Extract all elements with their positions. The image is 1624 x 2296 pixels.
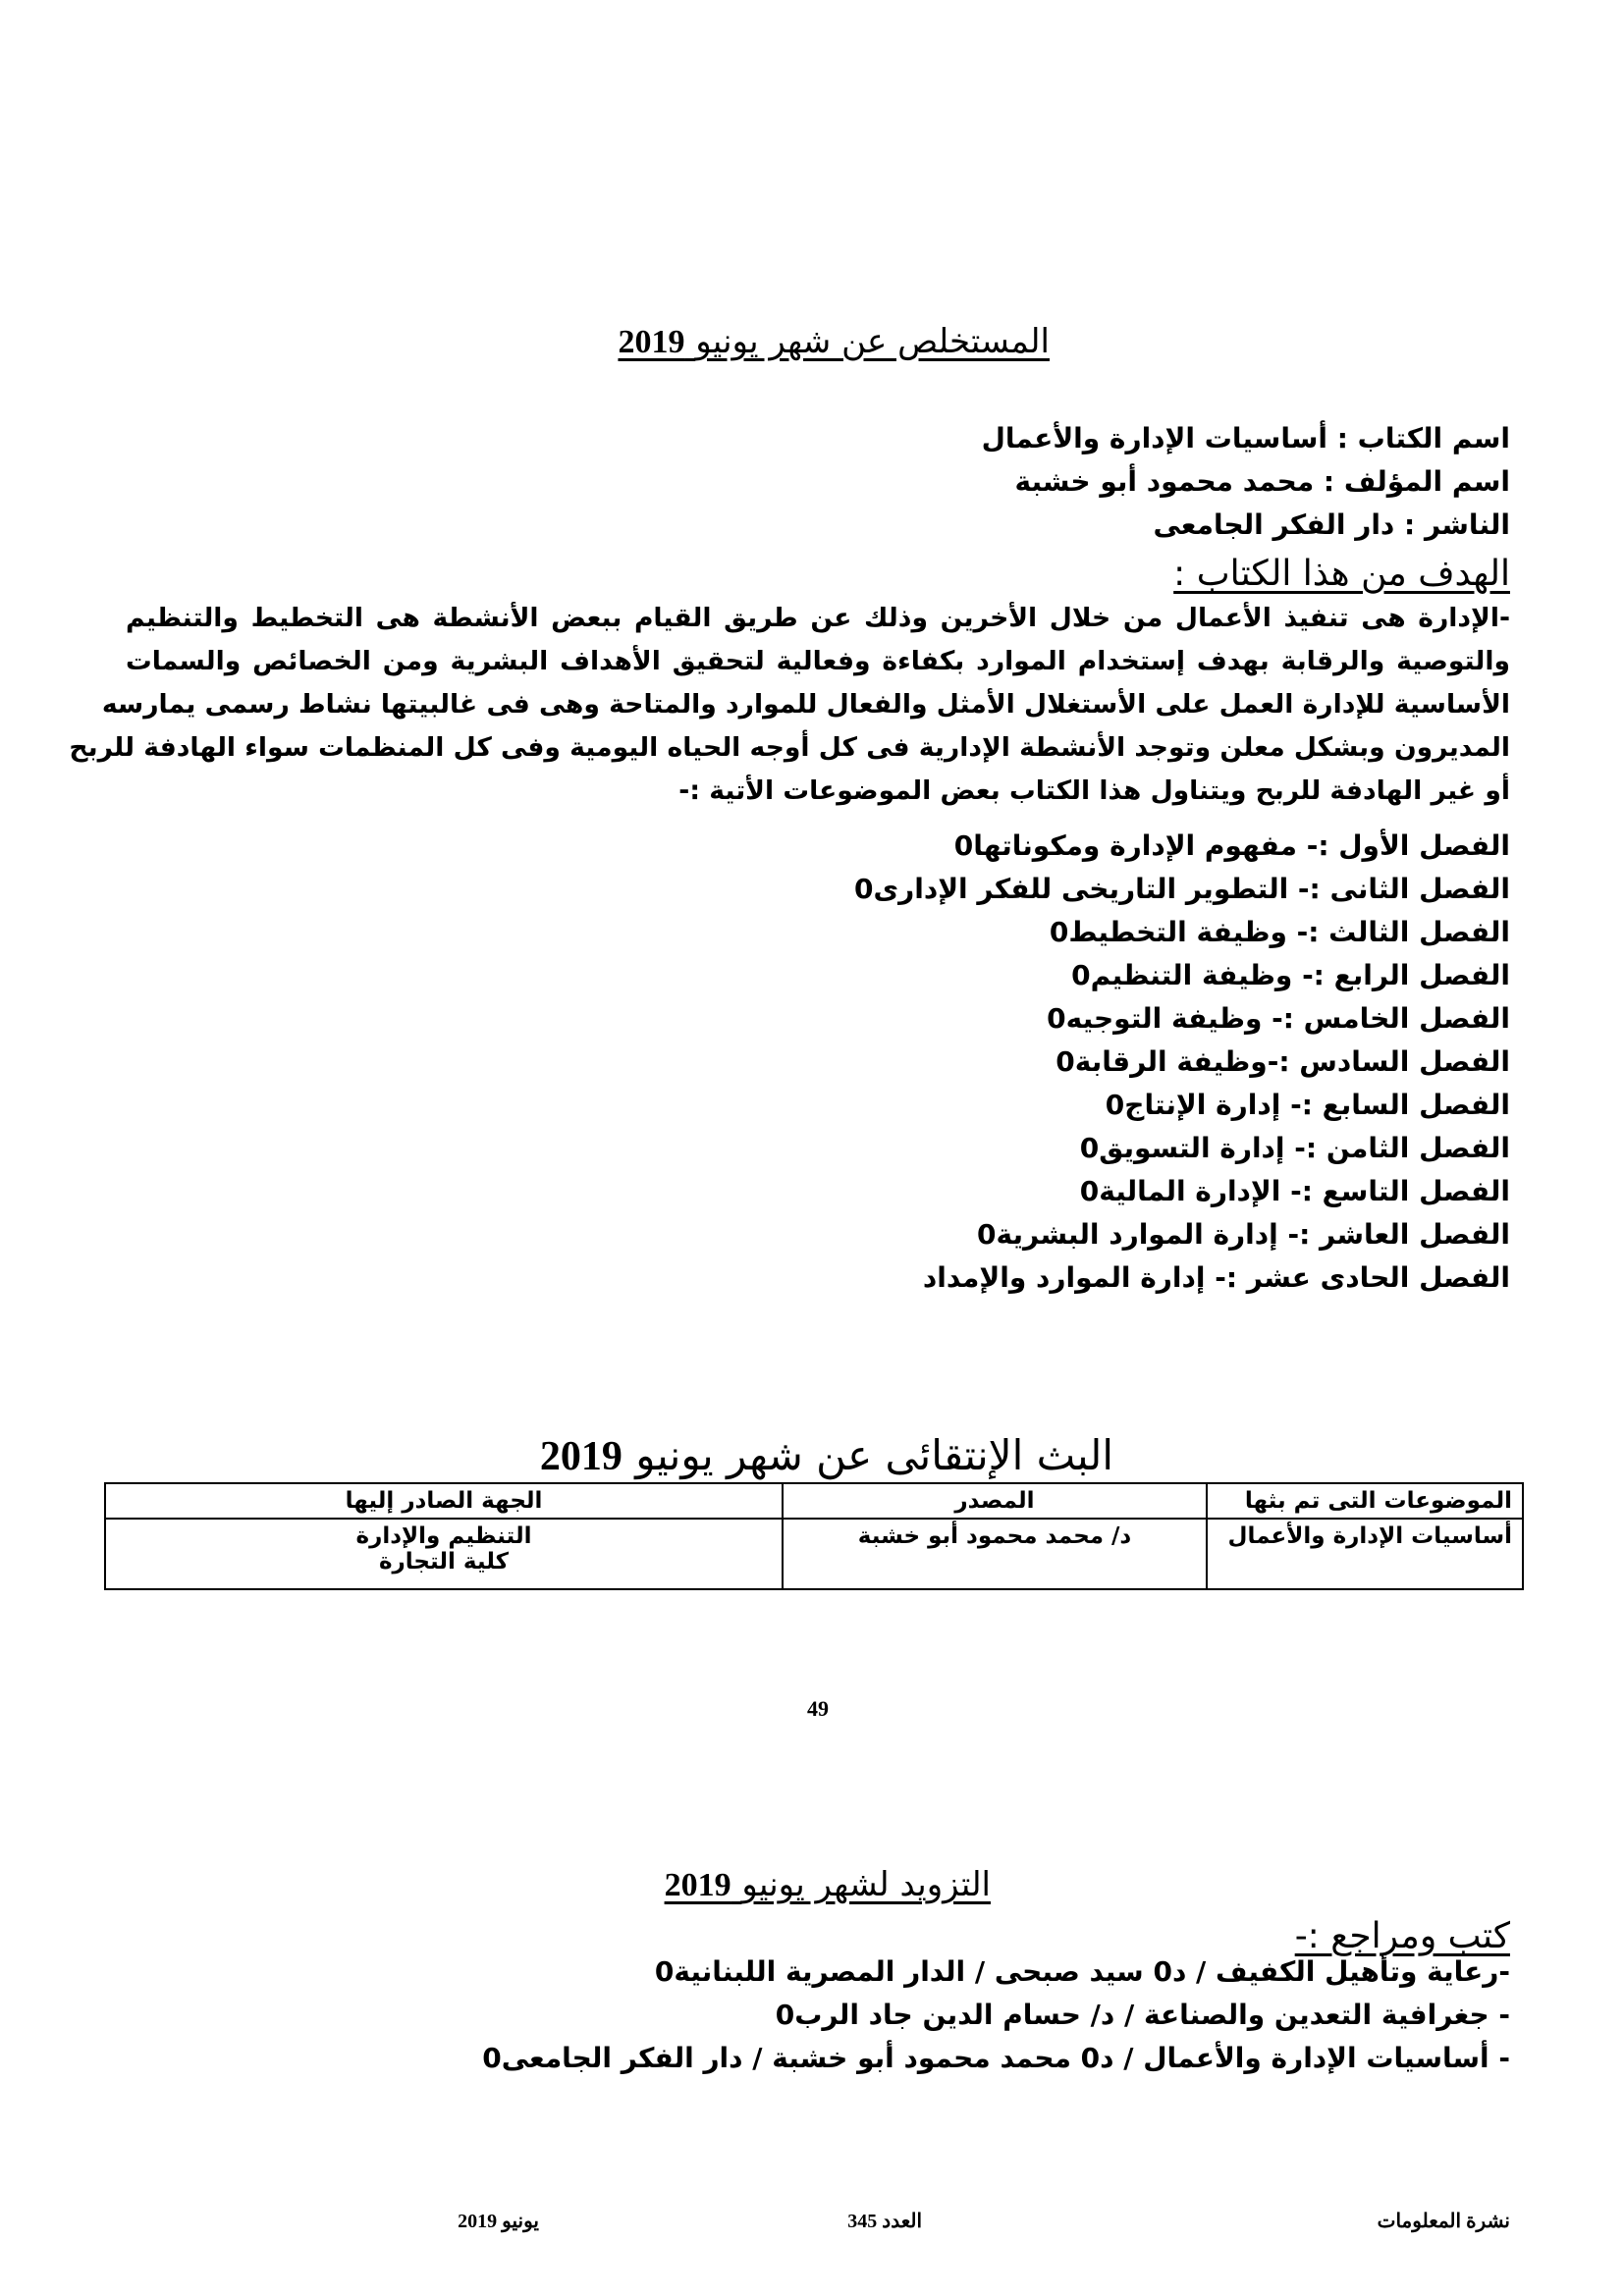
cell-topic: أساسيات الإدارة والأعمال <box>1207 1519 1523 1589</box>
paragraph-line: أو غير الهادفة للربح ويتناول هذا الكتاب بعض الموضوعات الأتية :- <box>678 775 1510 806</box>
destination-line: كلية التجارة <box>378 1549 510 1575</box>
broadcast-title <box>540 1431 1113 1480</box>
supply-title <box>665 1865 991 1904</box>
chapter-item: الفصل العاشر :- إدارة الموارد البشرية0 <box>977 1218 1510 1251</box>
footer-bulletin: نشرة المعلومات <box>1377 2211 1510 2232</box>
goal-heading: الهدف من هذا الكتاب : <box>1173 554 1510 594</box>
footer-issue: العدد 345 <box>847 2211 922 2232</box>
broadcast-table <box>104 1482 1524 1590</box>
supply-item: - جغرافية التعدين والصناعة / د/ حسام الدين جاد الرب0 <box>775 1999 1510 2031</box>
broadcast-title-text: البث الإنتقائى عن شهر يونيو <box>635 1431 1113 1479</box>
book-publisher: الناشر : دار الفكر الجامعى <box>1153 508 1510 541</box>
chapter-item: الفصل التاسع :- الإدارة المالية0 <box>1079 1175 1510 1207</box>
chapter-item: الفصل الثانى :- التطوير التاريخى للفكر الإدارى0 <box>853 873 1510 905</box>
chapter-list <box>854 825 1510 1300</box>
chapter-item: الفصل الثامن :- إدارة التسويق0 <box>1079 1132 1510 1164</box>
chapter-item: الفصل الرابع :- وظيفة التنظيم0 <box>1071 959 1510 991</box>
books-heading: كتب ومراجع :- <box>1294 1916 1510 1956</box>
paragraph-line: المديرون وبشكل معلن وتوجد الأنشطة الإدارية فى كل أوجه الحياه اليومية وفى كل المنظمات سواء الهادفة للربح <box>69 732 1510 763</box>
chapter-item: الفصل الحادى عشر :- إدارة الموارد والإمداد <box>922 1261 1510 1294</box>
paragraph-line: -الإدارة هى تنفيذ الأعمال من خلال الأخرين وذلك عن طريق القيام ببعض الأنشطة هى التخطيط والتنظيم <box>126 603 1510 633</box>
table-row <box>105 1519 1523 1589</box>
paragraph-line: والتوصية والرقابة بهدف إستخدام الموارد بكفاءة وفعالية لتحقيق الأهداف البشرية ومن الخصائص والسمات <box>126 646 1510 676</box>
abstract-title-text: المستخلص عن شهر يونيو <box>695 322 1050 361</box>
chapter-item: الفصل السابع :- إدارة الإنتاج0 <box>1105 1089 1510 1121</box>
header-destination: الجهة الصادر إليها <box>105 1483 783 1519</box>
destination-line: التنظيم والإدارة <box>355 1523 532 1549</box>
abstract-title-year: 2019 <box>618 324 685 360</box>
cell-destination <box>105 1519 783 1589</box>
table-header-row <box>105 1483 1523 1519</box>
abstract-title <box>618 322 1050 361</box>
broadcast-title-year: 2019 <box>539 1434 623 1479</box>
book-name: اسم الكتاب : أساسيات الإدارة والأعمال <box>981 422 1510 454</box>
supply-title-text: التزويد لشهر يونيو <box>741 1865 991 1904</box>
chapter-item: الفصل الثالث :- وظيفة التخطيط0 <box>1049 916 1510 948</box>
footer-date: يونيو 2019 <box>458 2211 539 2232</box>
paragraph-line: الأساسية للإدارة العمل على الأستغلال الأمثل والفعال للموارد والمتاحة وهى فى غالبيتها نشاط رسمى يمارسه <box>101 689 1510 720</box>
supply-title-year: 2019 <box>664 1867 731 1903</box>
chapter-item: الفصل الأول :- مفهوم الإدارة ومكوناتها0 <box>953 829 1510 862</box>
book-author: اسم المؤلف : محمد محمود أبو خشبة <box>1014 465 1510 498</box>
supply-item: - أساسيات الإدارة والأعمال / د0 محمد محمود أبو خشبة / دار الفكر الجامعى0 <box>482 2042 1510 2074</box>
goal-paragraph <box>69 597 1510 813</box>
chapter-item: الفصل السادس :-وظيفة الرقابة0 <box>1056 1045 1510 1078</box>
header-source: المصدر <box>783 1483 1207 1519</box>
cell-source: د/ محمد محمود أبو خشبة <box>783 1519 1207 1589</box>
header-topics: الموضوعات التى تم بثها <box>1207 1483 1523 1519</box>
chapter-item: الفصل الخامس :- وظيفة التوجيه0 <box>1047 1002 1510 1035</box>
page-number: 49 <box>807 1696 829 1721</box>
supply-item: -رعاية وتأهيل الكفيف / د0 سيد صبحى / الدار المصرية اللبنانية0 <box>654 1955 1510 1988</box>
